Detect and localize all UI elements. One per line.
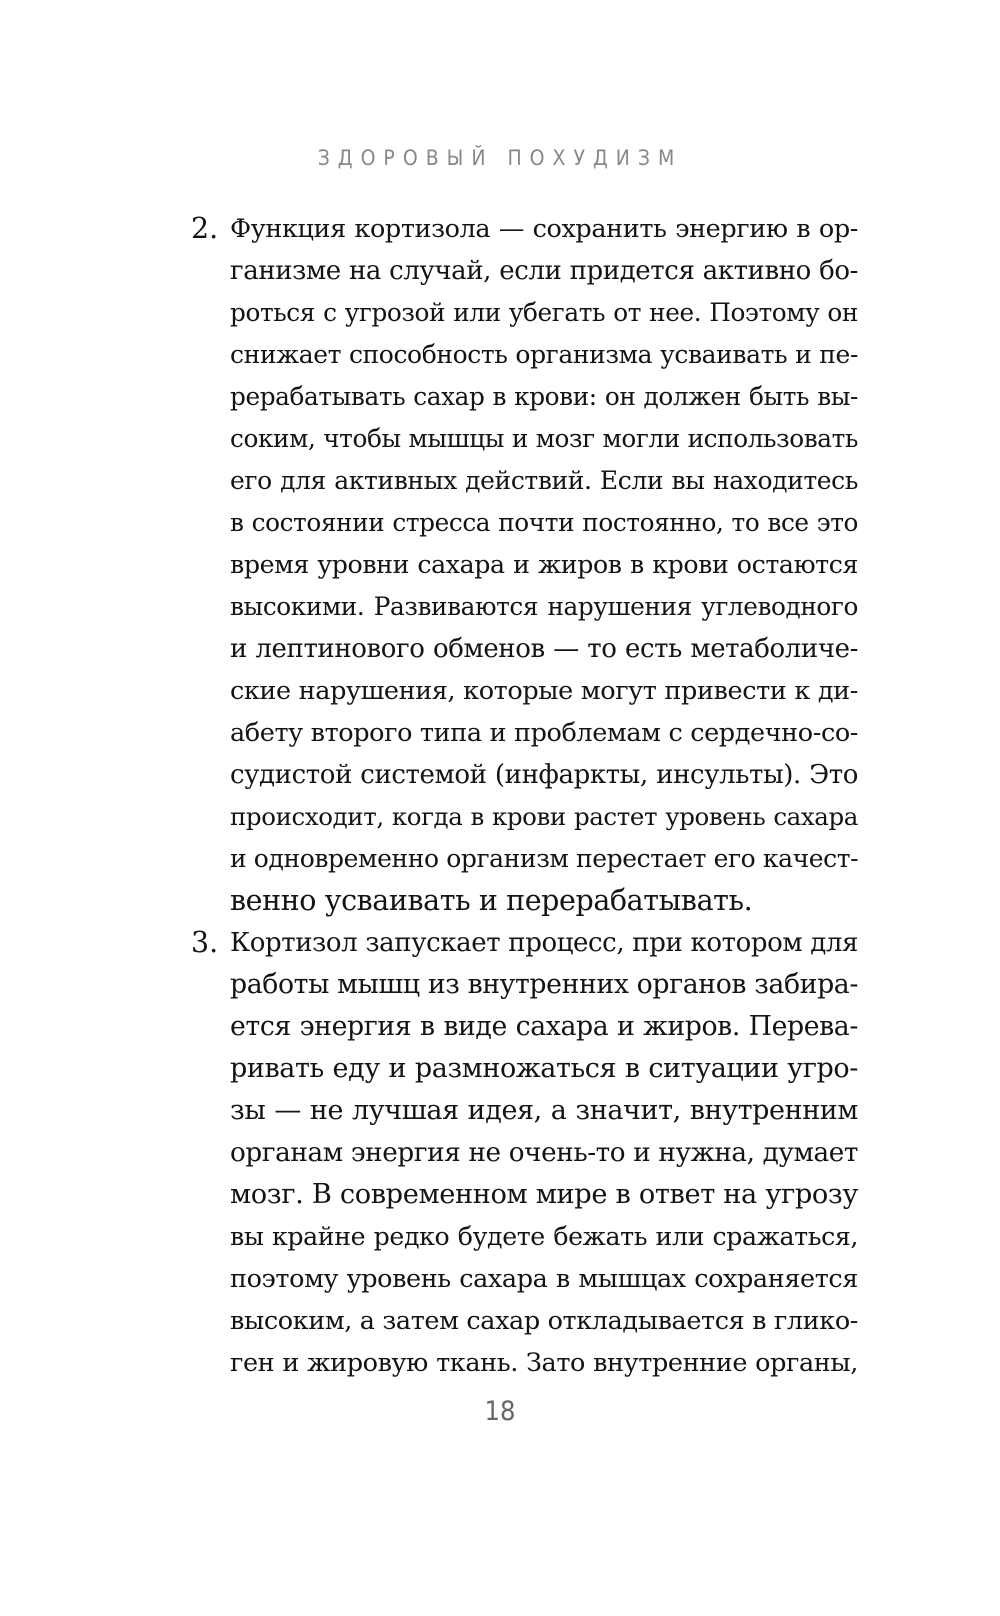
list-item-2 bbox=[0, 208, 1000, 922]
text-line: ривать еду и размножаться в ситуации угро- bbox=[230, 1053, 858, 1084]
text-line: поэтому уровень сахара в мышцах сохраняется bbox=[230, 1264, 858, 1294]
list-item-number: 3. bbox=[191, 926, 219, 959]
text-line: его для активных действий. Если вы находитесь bbox=[230, 466, 858, 495]
body-text bbox=[0, 208, 1000, 1384]
running-head: ЗДОРОВЫЙ ПОХУДИЗМ bbox=[317, 146, 683, 170]
text-line: работы мышц из внутренних органов забира- bbox=[230, 969, 858, 1000]
text-line: в состоянии стресса почти постоянно, то все это bbox=[230, 508, 858, 537]
text-line: снижает способность организма усваивать и пе- bbox=[230, 340, 858, 369]
text-line: ген и жировую ткань. Зато внутренние органы, bbox=[230, 1348, 858, 1378]
text-line: вы крайне редко будете бежать или сражаться, bbox=[230, 1222, 858, 1251]
text-line: рерабатывать сахар в крови: он должен быть вы- bbox=[230, 382, 858, 411]
list-item-text bbox=[230, 922, 858, 1384]
text-line: роться с угрозой или убегать от нее. Поэтому он bbox=[230, 298, 858, 327]
text-line: судистой системой (инфаркты, инсульты). Это bbox=[230, 760, 858, 790]
text-line: ется энергия в виде сахара и жиров. Перева- bbox=[230, 1011, 858, 1042]
page-number: 18 bbox=[484, 1396, 516, 1427]
text-line: высоким, а затем сахар откладывается в глико- bbox=[230, 1306, 858, 1336]
text-line: венно усваивать и перерабатывать. bbox=[230, 884, 753, 917]
text-line: Функция кортизола — сохранить энергию в ор- bbox=[230, 214, 858, 244]
text-line: органам энергия не очень-то и нужна, думает bbox=[230, 1138, 858, 1168]
text-line: абету второго типа и проблемам с сердечно-со- bbox=[230, 718, 858, 748]
list-item-text bbox=[230, 208, 858, 922]
text-line: зы — не лучшая идея, а значит, внутренним bbox=[230, 1095, 858, 1126]
text-line: соким, чтобы мышцы и мозг могли использовать bbox=[230, 424, 858, 453]
text-line: Кортизол запускает процесс, при котором для bbox=[230, 928, 858, 958]
list-item-number: 2. bbox=[191, 212, 219, 245]
list-item-3 bbox=[0, 922, 1000, 1384]
text-line: и одновременно организм перестает его качест- bbox=[230, 844, 859, 873]
text-line: мозг. В современном мире в ответ на угрозу bbox=[230, 1179, 858, 1210]
text-line: ганизме на случай, если придется активно бо- bbox=[230, 256, 858, 286]
text-line: ские нарушения, которые могут привести к ди- bbox=[230, 676, 858, 706]
text-line: время уровни сахара и жиров в крови остаются bbox=[230, 550, 858, 579]
text-line: происходит, когда в крови растет уровень сахара bbox=[230, 802, 858, 831]
text-line: и лептинового обменов — то есть метаболиче- bbox=[230, 634, 858, 664]
text-line: высокими. Развиваются нарушения углеводного bbox=[230, 592, 858, 621]
